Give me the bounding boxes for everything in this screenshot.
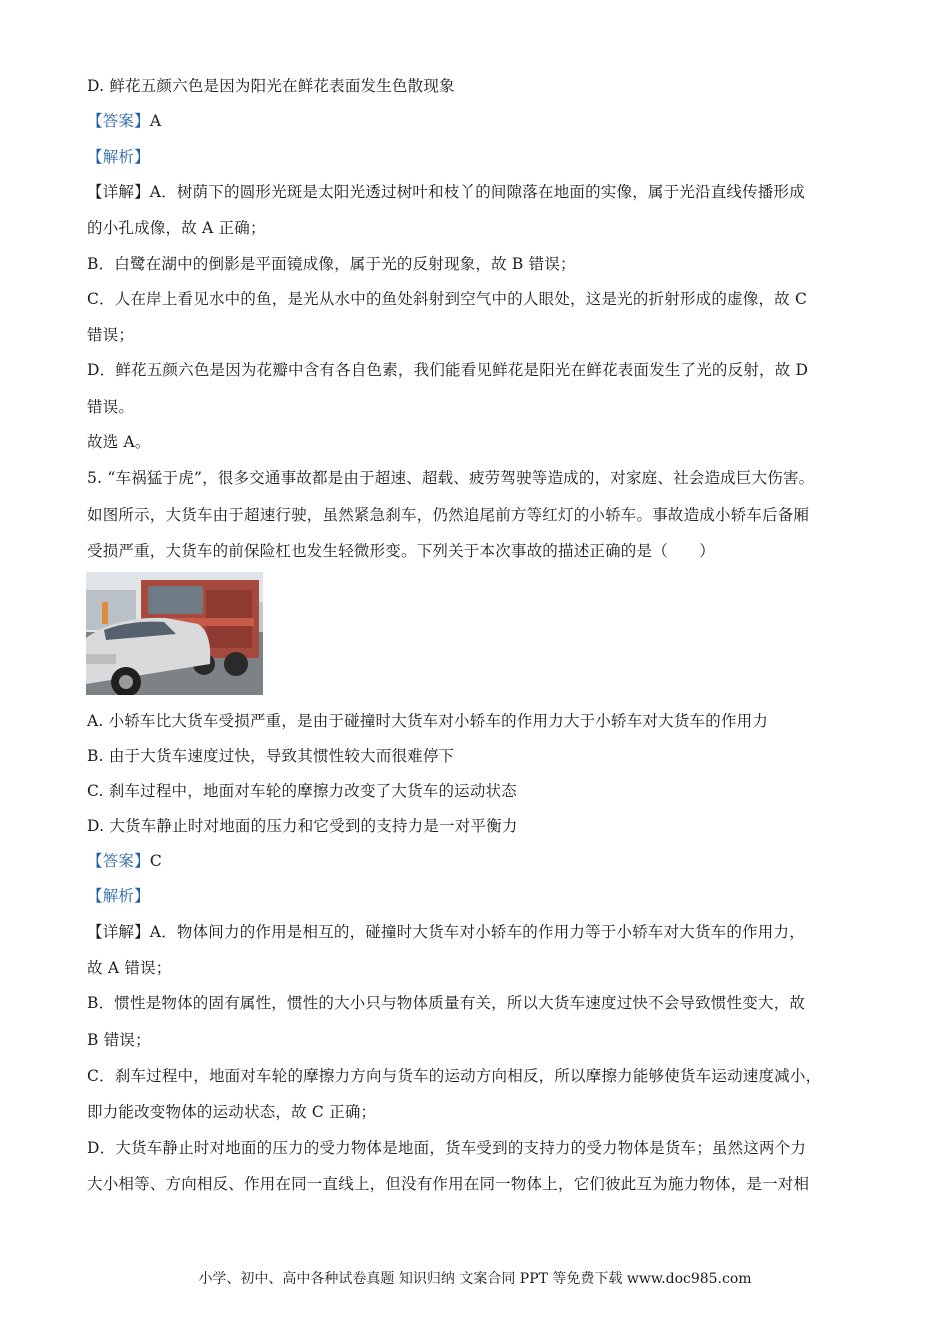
option-d-q4: D. 鲜花五颜六色是因为阳光在鲜花表面发生色散现象: [87, 77, 455, 95]
truck-car-collision-image: [86, 572, 263, 695]
explanation-line: C．人在岸上看见水中的鱼，是光从水中的鱼处斜射到空气中的人眼处，这是光的折射形成的虚像，故 C: [87, 290, 808, 308]
conclusion-q4: 故选 A。: [87, 433, 151, 451]
explanation-line: 即力能改变物体的运动状态，故 C 正确；: [87, 1103, 377, 1121]
option-d-q5: D. 大货车静止时对地面的压力和它受到的支持力是一对平衡力: [87, 817, 518, 835]
accident-photo: [86, 572, 263, 695]
option-a-q5: A. 小轿车比大货车受损严重，是由于碰撞时大货车对小轿车的作用力大于小轿车对大货车的作用力: [87, 712, 769, 730]
explanation-line: D．大货车静止时对地面的压力的受力物体是地面，货车受到的支持力的受力物体是货车；虽然这两个力: [87, 1139, 807, 1157]
page-footer: 小学、初中、高中各种试卷真题 知识归纳 文案合同 PPT 等免费下载 www.doc985.com: [198, 1271, 752, 1287]
analysis-heading-q5: 【解析】: [87, 887, 150, 905]
explanation-line: 大小相等、方向相反、作用在同一直线上，但没有作用在同一物体上，它们彼此互为施力物体，是一对相: [87, 1175, 810, 1193]
explanation-line: B 错误；: [87, 1031, 151, 1049]
explanation-line: C．刹车过程中，地面对车轮的摩擦力方向与货车的运动方向相反，所以摩擦力能够使货车运动速度减小，: [87, 1067, 822, 1085]
explanation-line: 错误。: [87, 398, 135, 416]
question-5-text: 5. “车祸猛于虎”，很多交通事故都是由于超速、超载、疲劳驾驶等造成的，对家庭、社会造成巨大伤害。: [87, 469, 815, 487]
option-c-q5: C. 刹车过程中，地面对车轮的摩擦力改变了大货车的运动状态: [87, 782, 517, 800]
answer-q4: 【答案】A: [87, 112, 162, 130]
explanation-line: B．白鹭在湖中的倒影是平面镜成像，属于光的反射现象，故 B 错误；: [87, 255, 576, 273]
answer-q5: 【答案】C: [87, 852, 162, 870]
explanation-line: B．惯性是物体的固有属性，惯性的大小只与物体质量有关，所以大货车速度过快不会导致惯性变大，故: [87, 994, 806, 1012]
explanation-line: 故 A 错误；: [87, 959, 172, 977]
question-5-text: 如图所示，大货车由于超速行驶，虽然紧急刹车，仍然追尾前方等红灯的小轿车。事故造成小轿车后备厢: [87, 506, 810, 524]
analysis-heading-q4: 【解析】: [87, 148, 150, 166]
option-b-q5: B. 由于大货车速度过快，导致其惯性较大而很难停下: [87, 747, 455, 765]
explanation-line: 的小孔成像，故 A 正确；: [87, 219, 266, 237]
explanation-line: 【详解】A．物体间力的作用是相互的，碰撞时大货车对小轿车的作用力等于小轿车对大货车的作用力，: [87, 923, 805, 941]
explanation-line: D．鲜花五颜六色是因为花瓣中含有各自色素，我们能看见鲜花是阳光在鲜花表面发生了光的反射，故 D: [87, 361, 809, 379]
question-5-text: 受损严重，大货车的前保险杠也发生轻微形变。下列关于本次事故的描述正确的是（ ）: [87, 542, 716, 560]
explanation-line: 【详解】A．树荫下的圆形光斑是太阳光透过树叶和枝丫的间隙落在地面的实像，属于光沿直线传播形成: [87, 183, 805, 201]
explanation-line: 错误；: [87, 326, 135, 344]
